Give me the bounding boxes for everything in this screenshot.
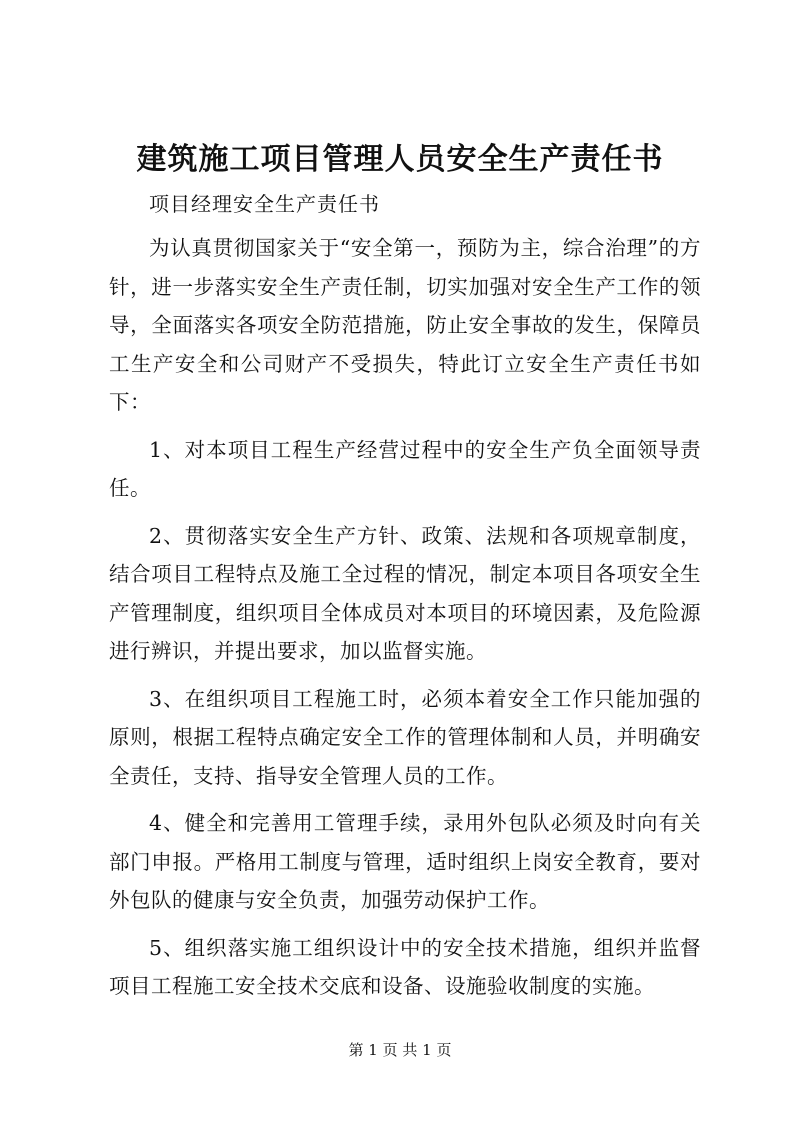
document-subtitle: 项目经理安全生产责任书 — [149, 192, 380, 216]
page-number-footer: 第 1 页 共 1 页 — [348, 1041, 452, 1059]
paragraph-item-2: 2、贯彻落实安全生产方针、政策、法规和各项规章制度，结合项目工程特点及施工全过程的情况，制定本项目各项安全生产管理制度，组织项目全体成员对本项目的环境因素，及危险源进行辨识，并提出要求，加以监督实施。 — [109, 523, 701, 663]
paragraph-item-1: 1、对本项目工程生产经营过程中的安全生产负全面领导责任。 — [109, 437, 701, 500]
document-title: 建筑施工项目管理人员安全生产责任书 — [136, 142, 664, 177]
paragraph-item-3: 3、在组织项目工程施工时，必须本着安全工作只能加强的原则，根据工程特点确定安全工作的管理体制和人员，并明确安全责任，支持、指导安全管理人员的工作。 — [109, 686, 701, 788]
paragraph-item-5: 5、组织落实施工组织设计中的安全技术措施，组织并监督项目工程施工安全技术交底和设备、设施验收制度的实施。 — [109, 935, 701, 998]
paragraph-intro: 为认真贯彻国家关于“安全第一，预防为主，综合治理”的方针，进一步落实安全生产责任制，切实加强对安全生产工作的领导，全面落实各项安全防范措施，防止安全事故的发生，保障员工生产安全和公司财产不受损失，特此订立安全生产责任书如下： — [109, 236, 701, 414]
paragraph-item-4: 4、健全和完善用工管理手续，录用外包队必须及时向有关部门申报。严格用工制度与管理，适时组织上岗安全教育，要对外包队的健康与安全负责，加强劳动保护工作。 — [109, 811, 701, 912]
document-body — [109, 229, 701, 1015]
